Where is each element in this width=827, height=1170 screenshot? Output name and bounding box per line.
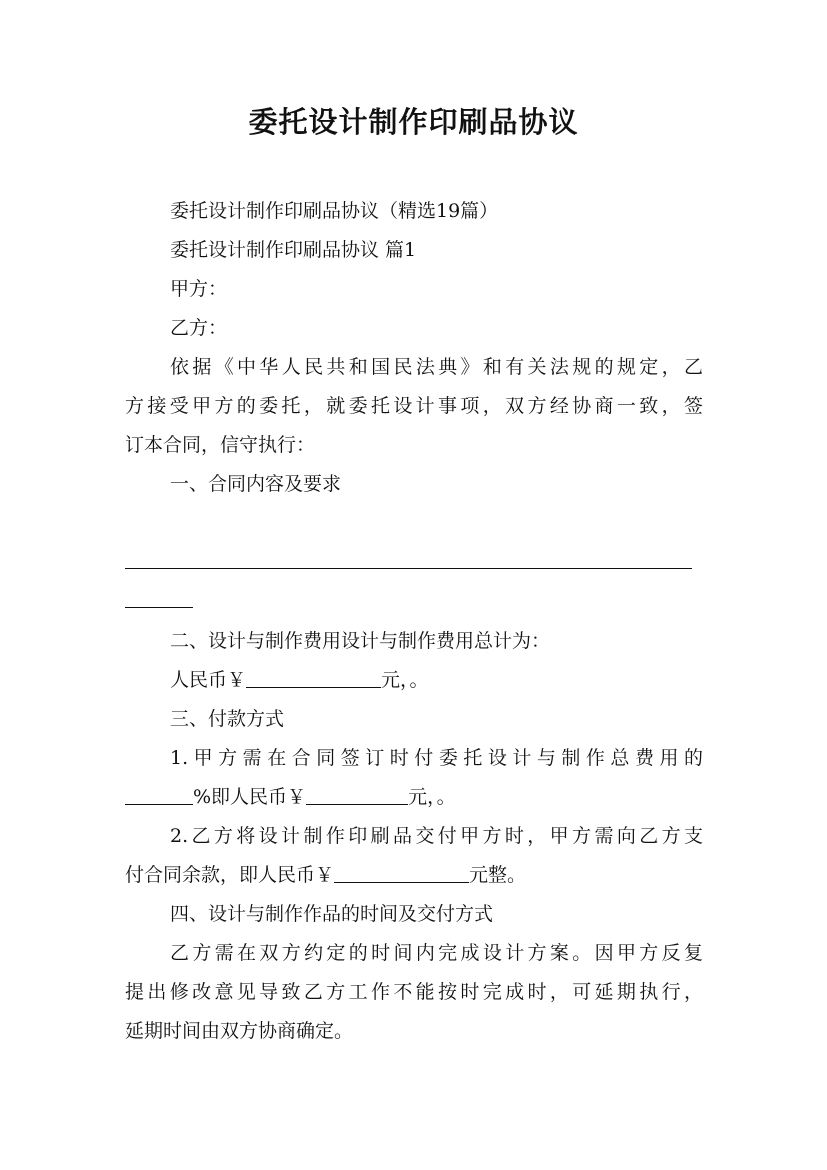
paragraph-line xyxy=(125,784,456,810)
paragraph-line: 方接受甲方的委托，就委托设计事项，双方经协商一致，签 xyxy=(125,395,703,417)
amount-suffix: 元，。 xyxy=(408,786,456,808)
section-heading: 委托设计制作印刷品协议 篇1 xyxy=(170,239,417,261)
amount-prefix: 付合同余款，即人民币￥ xyxy=(125,864,335,886)
blank-fill-line xyxy=(125,568,692,569)
percent-blank xyxy=(125,786,193,805)
paragraph-line: 乙方需在双方约定的时间内完成设计方案。因甲方反复 xyxy=(170,942,703,964)
amount-line xyxy=(170,667,429,693)
party-a-label: 甲方： xyxy=(170,278,228,300)
amount-suffix: 元整。 xyxy=(469,864,527,886)
paragraph-line: 订本合同，信守执行： xyxy=(125,434,316,456)
paragraph-line: 依据《中华人民共和国民法典》和有关法规的规定，乙 xyxy=(170,356,703,378)
party-b-label: 乙方： xyxy=(170,317,228,339)
blank-fill-line xyxy=(125,607,193,608)
paragraph-line: 2.乙方将设计制作印刷品交付甲方时，甲方需向乙方支 xyxy=(170,825,703,847)
amount-suffix: 元，。 xyxy=(381,669,429,691)
paragraph-line: 1.甲方需在合同签订时付委托设计与制作总费用的 xyxy=(170,747,703,769)
clause-heading: 二、设计与制作费用设计与制作费用总计为： xyxy=(170,630,551,652)
clause-heading: 三、付款方式 xyxy=(170,708,285,730)
paragraph-line: 提出修改意见导致乙方工作不能按时完成时，可延期执行， xyxy=(125,981,703,1003)
document-title: 委托设计制作印刷品协议 xyxy=(248,105,579,139)
amount-prefix: %即人民币￥ xyxy=(193,786,307,808)
subtitle-line: 委托设计制作印刷品协议（精选19篇） xyxy=(170,200,499,222)
amount-blank xyxy=(246,669,381,688)
paragraph-line: 延期时间由双方协商确定。 xyxy=(125,1020,354,1042)
clause-heading: 一、合同内容及要求 xyxy=(170,473,342,495)
amount-blank xyxy=(334,864,469,883)
clause-heading: 四、设计与制作作品的时间及交付方式 xyxy=(170,903,494,925)
paragraph-line xyxy=(125,862,526,888)
amount-blank xyxy=(306,786,408,805)
amount-prefix: 人民币￥ xyxy=(170,669,247,691)
